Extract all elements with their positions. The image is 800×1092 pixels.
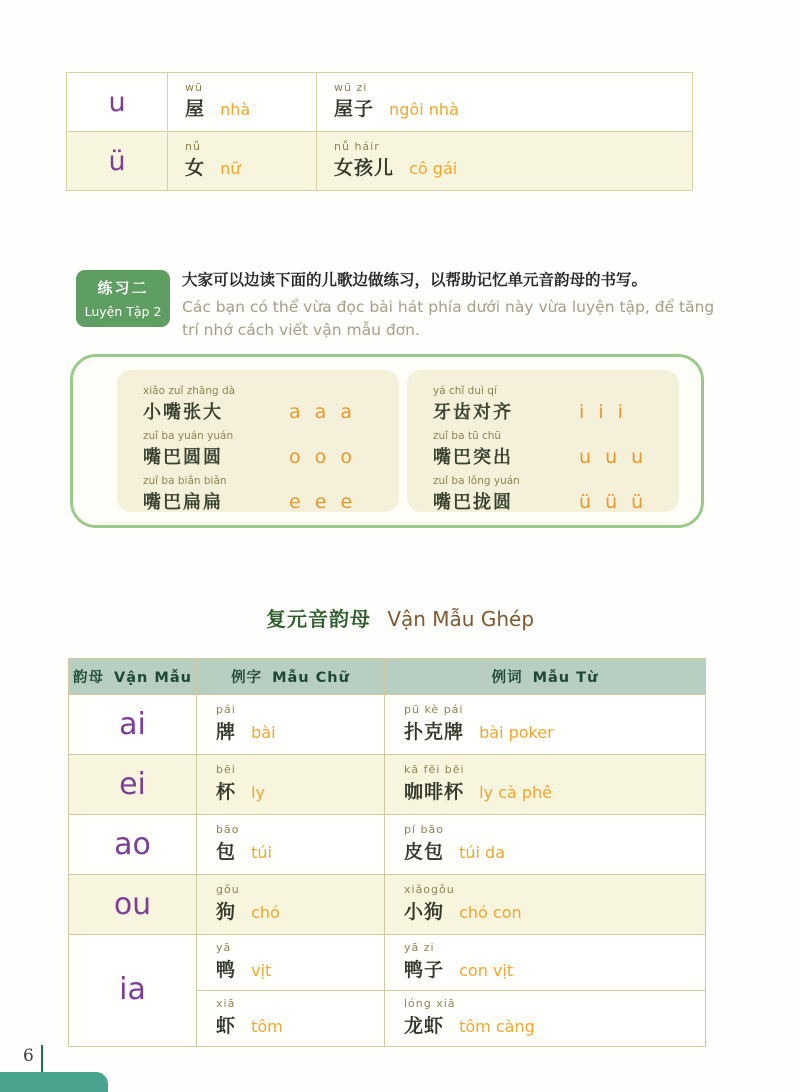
pinyin-text: gǒu <box>216 883 240 897</box>
pinyin-text: bāo <box>216 823 240 837</box>
simple-vowel-table <box>66 72 693 191</box>
exercise-badge-vi: Luyện Tập 2 <box>84 304 162 319</box>
header-zh: 例字 <box>231 670 263 686</box>
table-row-u <box>67 73 693 132</box>
compound-vowel-table <box>68 658 706 1047</box>
pinyin-text: bēi <box>216 763 236 777</box>
hanzi-text: 龙虾 <box>404 1014 445 1037</box>
viet-text: bài <box>251 722 276 742</box>
vowel-letters: i i i <box>579 401 627 424</box>
chant-line <box>433 430 679 469</box>
hanzi-text: 包 <box>216 840 237 863</box>
pinyin-text: yā <box>216 941 232 954</box>
example-word-cell <box>386 758 704 811</box>
pinyin-text: xiǎogǒu <box>404 883 455 897</box>
pinyin-text: kā fēi bēi <box>404 763 465 777</box>
viet-text: nữ <box>220 159 241 179</box>
hanzi-text: 皮包 <box>404 840 445 863</box>
example-word-cell <box>386 818 704 871</box>
pinyin-text: yā zi <box>404 941 435 954</box>
hanzi-text: 狗 <box>216 900 237 923</box>
header-vi: Mẫu Chữ <box>272 670 350 686</box>
hanzi-text: 鸭 <box>216 958 237 981</box>
hanzi-text: 女孩儿 <box>334 157 395 180</box>
hanzi-text: 嘴巴扁扁 <box>143 492 223 514</box>
pinyin-text: zuǐ ba tū chū <box>433 430 502 443</box>
hanzi-text: 女 <box>185 157 206 180</box>
pinyin-text: nǚ <box>185 139 201 153</box>
exercise-block <box>76 270 724 342</box>
vowel-ei: ei <box>69 755 197 815</box>
page-number: 6 <box>23 1046 34 1066</box>
viet-text: vịt <box>251 960 272 980</box>
pinyin-text: wū <box>185 80 203 94</box>
hanzi-text: 咖啡杯 <box>404 780 465 803</box>
vowel-letters: o o o <box>289 446 356 469</box>
chant-box-left <box>117 370 399 512</box>
viet-text: nhà <box>220 100 251 120</box>
vowel-letters: ü ü ü <box>579 491 648 514</box>
chant-line <box>143 475 399 514</box>
example-word-cell <box>386 936 704 989</box>
viet-text: con vịt <box>459 960 514 980</box>
exercise-instructions <box>182 270 724 342</box>
pinyin-text: xiǎo zuǐ zhāng dà <box>143 385 236 397</box>
section-title-vi: Vận Mẫu Ghép <box>387 607 535 631</box>
pinyin-text: zuǐ ba lǒng yuán <box>433 475 520 488</box>
hanzi-text: 杯 <box>216 780 237 803</box>
pinyin-text: lóng xiā <box>404 996 456 1010</box>
header-zh: 韵母 <box>73 670 105 686</box>
viet-text: chó <box>251 902 280 922</box>
vowel-ao: ao <box>69 815 197 875</box>
section-title <box>0 603 800 632</box>
hanzi-text: 嘴巴突出 <box>433 447 513 469</box>
hanzi-text: 虾 <box>216 1014 237 1037</box>
pinyin-text: pū kè pái <box>404 703 464 717</box>
header-vowel <box>69 659 197 695</box>
chant-line <box>143 385 399 424</box>
instruction-vi: Các bạn có thể vừa đọc bài hát phía dưới này vừa luyện tập, để tăng trí nhớ cách viết vận mẫu đơn. <box>182 297 715 339</box>
vowel-ou: ou <box>69 875 197 935</box>
page-corner-tab <box>0 1072 108 1092</box>
header-row <box>69 659 706 695</box>
example-char-cell <box>198 758 383 811</box>
table-row-ao <box>69 815 706 875</box>
chant-line <box>143 430 399 469</box>
viet-text: túi da <box>459 842 506 862</box>
hanzi-text: 嘴巴圆圆 <box>143 447 223 469</box>
vowel-letters: e e e <box>289 491 357 514</box>
section-title-zh: 复元音韵母 <box>265 607 371 631</box>
exercise-badge-zh: 练习二 <box>97 279 149 297</box>
header-vi: Mẫu Từ <box>532 670 599 686</box>
table-row-ai <box>69 695 706 755</box>
header-vi: Vận Mẫu <box>114 670 192 686</box>
example-char-cell <box>198 698 383 751</box>
chant-line <box>433 385 679 424</box>
viet-text: ly cà phê <box>479 782 552 802</box>
viet-text: túi <box>251 842 272 862</box>
example-word-cell <box>386 698 704 751</box>
example-word-cell <box>318 135 691 188</box>
vowel-uu: ü <box>67 132 168 191</box>
header-char <box>197 659 385 695</box>
viet-text: tôm càng <box>459 1016 535 1036</box>
viet-text: tôm <box>251 1016 283 1036</box>
chant-line <box>433 475 679 514</box>
viet-text: chó con <box>459 902 522 922</box>
pinyin-text: zuǐ ba yuán yuán <box>143 430 234 443</box>
example-word-cell <box>386 992 704 1045</box>
hanzi-text: 鸭子 <box>404 958 445 981</box>
table-row-ou <box>69 875 706 935</box>
example-char-cell <box>198 818 383 871</box>
hanzi-text: 屋子 <box>334 98 375 121</box>
hanzi-text: 小狗 <box>404 900 445 923</box>
example-char-cell <box>198 936 383 989</box>
vowel-ai: ai <box>69 695 197 755</box>
table-row-uu <box>67 132 693 191</box>
header-zh: 例词 <box>491 670 523 686</box>
vowel-letters: a a a <box>289 401 357 424</box>
pinyin-text: xiā <box>216 996 236 1010</box>
viet-text: ly <box>251 782 266 802</box>
pinyin-text: nǚ háir <box>334 139 380 153</box>
example-char-cell <box>198 878 383 931</box>
hanzi-text: 牌 <box>216 720 237 743</box>
header-word <box>385 659 706 695</box>
pinyin-text: yá chǐ duì qí <box>433 385 497 397</box>
hanzi-text: 牙齿对齐 <box>433 402 513 424</box>
vowel-letters: u u u <box>579 446 648 469</box>
hanzi-text: 嘴巴拢圆 <box>433 492 513 514</box>
example-word-cell <box>318 76 691 129</box>
chant-panel <box>70 354 704 528</box>
viet-text: ngôi nhà <box>389 100 459 120</box>
pinyin-text: wū zi <box>334 80 368 94</box>
pinyin-text: pí bāo <box>404 823 444 837</box>
pinyin-text: pái <box>216 703 236 717</box>
viet-text: cô gái <box>409 159 458 179</box>
table-row-ei <box>69 755 706 815</box>
example-char-cell <box>169 135 315 188</box>
chant-box-right <box>407 370 679 512</box>
instruction-zh: 大家可以边读下面的儿歌边做练习，以帮助记忆单元音韵母的书写。 <box>182 271 648 289</box>
vowel-u: u <box>67 73 168 132</box>
vowel-ia: ia <box>69 935 197 1047</box>
table-row-ia-1 <box>69 935 706 991</box>
hanzi-text: 小嘴张大 <box>143 402 223 424</box>
example-char-cell <box>169 76 315 129</box>
pinyin-text: zuǐ ba biǎn biǎn <box>143 475 227 488</box>
hanzi-text: 扑克牌 <box>404 720 465 743</box>
exercise-badge <box>76 270 170 327</box>
hanzi-text: 屋 <box>185 98 206 121</box>
viet-text: bài poker <box>479 722 554 742</box>
example-word-cell <box>386 878 704 931</box>
example-char-cell <box>198 992 383 1045</box>
